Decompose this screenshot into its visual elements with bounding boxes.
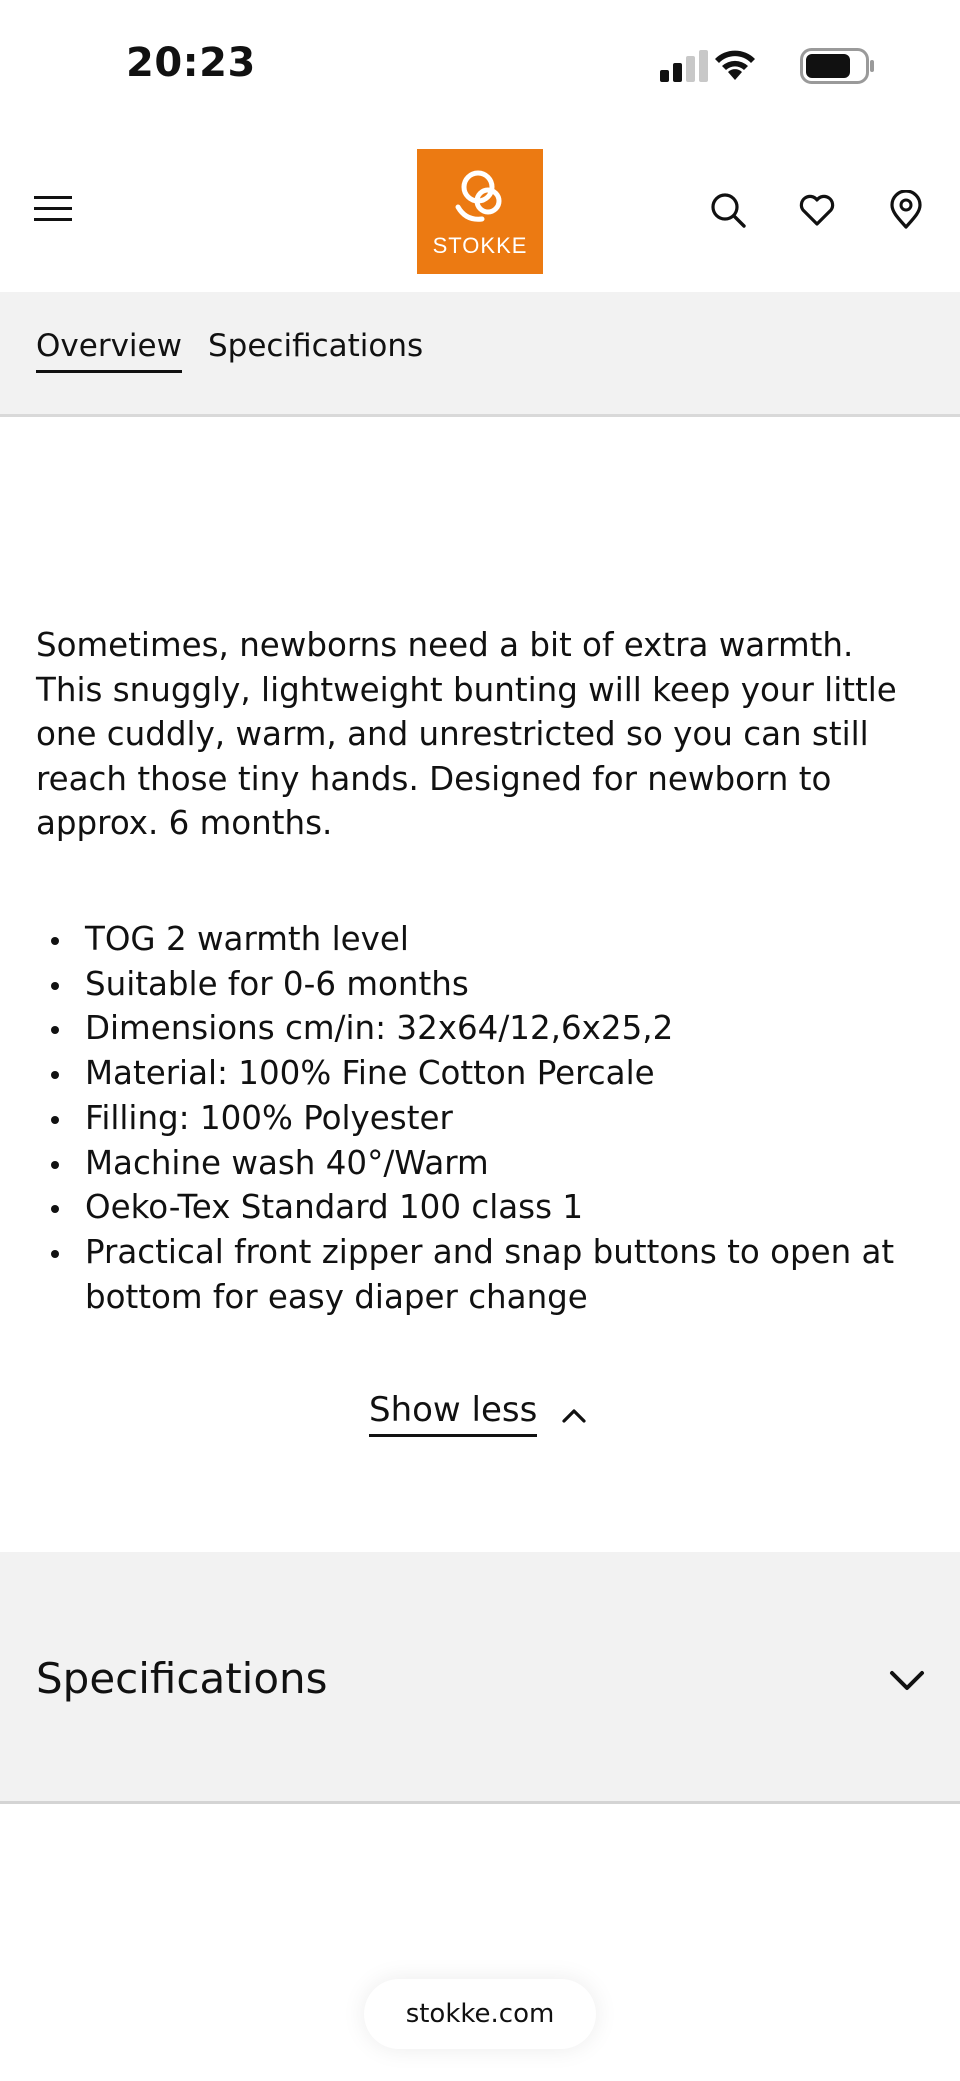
chevron-up-icon [561,1406,587,1424]
specifications-accordion[interactable] [0,1552,960,1804]
status-bar [0,0,960,130]
signal-icon [658,50,710,82]
feature-item: Dimensions cm/in: 32x64/12,6x25,2 [36,1006,926,1051]
stokke-logo[interactable] [417,149,543,274]
feature-item: Material: 100% Fine Cotton Percale [36,1051,926,1096]
tab-specifications[interactable]: Specifications [208,328,424,364]
feature-item: Suitable for 0-6 months [36,962,926,1007]
location-icon[interactable] [886,190,926,230]
feature-item: Filling: 100% Polyester [36,1096,926,1141]
feature-item: Practical front zipper and snap buttons to open at bottom for easy diaper change [36,1230,926,1319]
feature-item: TOG 2 warmth level [36,917,926,962]
wifi-icon [712,48,758,82]
heart-icon[interactable] [797,190,837,230]
browser-url-bar[interactable]: stokke.com [364,1979,596,2049]
feature-list [36,917,926,1319]
tab-overview[interactable]: Overview [36,328,182,373]
product-tabs [0,292,960,417]
status-icons [656,46,876,86]
show-less-button[interactable] [369,1390,537,1442]
specifications-title: Specifications [36,1654,328,1703]
product-description: Sometimes, newborns need a bit of extra warmth. This snuggly, lightweight bunting will keep your little one cuddly, warm, and unrestricted so you can still reach those tiny hands. Designed for newborn to approx. 6 months. [36,626,897,842]
menu-icon[interactable] [34,194,72,224]
battery-icon [800,48,876,84]
search-icon[interactable] [708,190,748,230]
feature-item: Oeko-Tex Standard 100 class 1 [36,1185,926,1230]
chevron-down-icon [888,1668,926,1692]
stokke-logo-mark [448,163,512,227]
logo-text: STOKKE [432,233,528,258]
status-time: 20:23 [126,40,256,86]
feature-item: Machine wash 40°/Warm [36,1141,926,1186]
show-less-label: Show less [369,1390,537,1437]
site-header [0,130,960,292]
